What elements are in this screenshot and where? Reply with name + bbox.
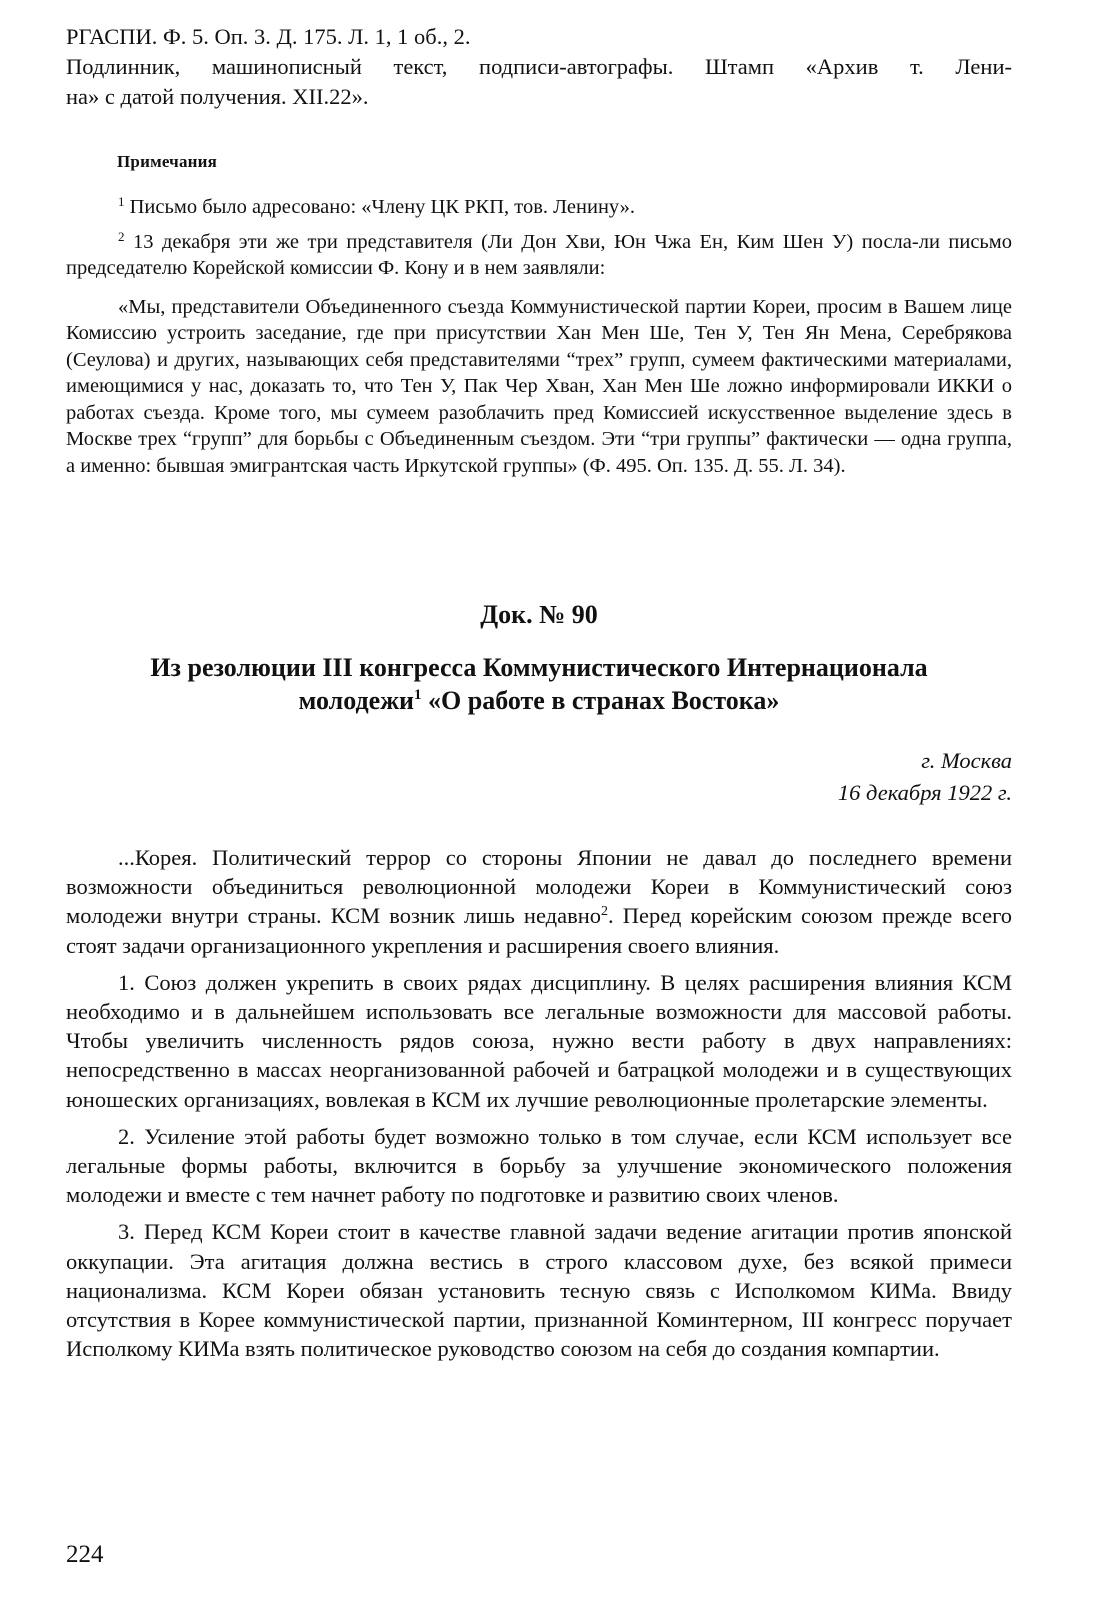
notes-section (66, 194, 1012, 487)
document-title-footnote-mark: 1 (414, 687, 422, 703)
archive-description-line-1: Подлинник, машинописный текст, подписи-автографы. Штамп «Архив т. Лени- (66, 54, 1012, 79)
page-number: 224 (66, 1541, 104, 1568)
body-paragraph-1: 1. Союз должен укрепить в своих рядах дисциплину. В целях расширения влияния КСМ необходимо и в дальнейшем использовать все легальные возможности для массовой работы. Чтобы увеличить численность рядов союза, нужно вести работу в двух направлениях: непосредственно в массах неорганизованной рабочей и батрацкой молодежи и в существующих юношеских организациях, вовлекая в КСМ их лучшие революционные пролетарские элементы. (66, 969, 1012, 1112)
document-title (66, 651, 1012, 717)
body-intro-footnote-mark: 2 (601, 904, 609, 920)
footnote-2-text: 13 декабря эти же три представителя (Ли Дон Хви, Юн Чжа Ен, Ким Шен У) посла-ли письмо председателю Корейской комиссии Ф. Кону и в нем заявляли: (66, 230, 1012, 279)
footnote-1-text: Письмо было адресовано: «Члену ЦК РКП, тов. Ленину». (124, 196, 636, 218)
archive-reference: РГАСПИ. Ф. 5. Оп. 3. Д. 175. Л. 1, 1 об., 2. (66, 24, 471, 49)
footnote-1 (66, 194, 1012, 221)
archive-description-line-2: на» с датой получения. XII.22». (66, 84, 369, 109)
place-and-date (838, 745, 1012, 809)
body-paragraph-3: 3. Перед КСМ Кореи стоит в качестве главной задачи ведение агитации против японской оккупации. Эта агитация должна вестись в строго классовом духе, без всякой примеси национализма. КСМ Кореи обязан установить тесную связь с Исполкомом КИМа. Ввиду отсутствия в Корее коммунистической партии, признанной Коминтерном, III конгресс поручает Исполкому КИМа взять политическое руководство союзом на себя до создания компартии. (66, 1219, 1012, 1362)
archive-citation (66, 22, 1012, 112)
document-title-part-b: «О работе в странах Востока» (421, 686, 780, 715)
footnote-2-quote: «Мы, представители Объединенного съезда Коммунистической партии Кореи, просим в Вашем лице Комиссию устроить заседание, где при присутствии Хан Мен Ше, Тен У, Тен Ян Мена, Серебрякова (Сеулова) и других, называющих себя представителями “трех” групп, сумеем фактическими материалами, имеющимися у нас, доказать то, что Тен У, Пак Чер Хван, Хан Мен Ше ложно информировали ИККИ о работах съезда. Кроме того, мы сумеем разоблачить пред Комиссией искусственное выделение здесь в Москве трех “групп” для борьбы с Объединенным съездом. Эти “три группы” фактически — одна группа, а именно: бывшая эмигрантская часть Иркутской группы» (Ф. 495. Оп. 135. Д. 55. Л. 34). (66, 295, 1012, 477)
body-paragraph-intro (66, 843, 1012, 960)
document-title-line-2 (66, 684, 1012, 717)
document-place: г. Москва (921, 748, 1012, 773)
document-title-part-a: молодежи (298, 686, 415, 715)
notes-heading: Примечания (117, 152, 218, 171)
document-date: 16 декабря 1922 г. (837, 780, 1012, 805)
footnote-2-mark: 2 (118, 228, 125, 244)
footnote-2 (66, 229, 1012, 282)
body-paragraph-2: 2. Усиление этой работы будет возможно только в том случае, если КСМ использует все легальные формы работы, включится в борьбу за улучшение экономического положения молодежи и вместе с тем начнет работу по подготовке и развитию своих членов. (66, 1123, 1012, 1208)
document-number: Док. № 90 (480, 600, 598, 629)
document-body (66, 843, 1012, 1371)
body-intro-text-b: . Перед корейским союзом прежде всего стоят задачи организационного укрепления и расширения своего влияния. (66, 903, 1012, 958)
footnote-1-mark: 1 (118, 194, 125, 209)
document-title-line-1: Из резолюции III конгресса Коммунистического Интернационала (150, 653, 928, 682)
body-intro-text-a: ...Корея. Политический террор со стороны Японии не давал до последнего времени возможности объединиться революционной молодежи Кореи в Коммунистический союз молодежи внутри страны. КСМ возник лишь недавно (66, 845, 1012, 929)
